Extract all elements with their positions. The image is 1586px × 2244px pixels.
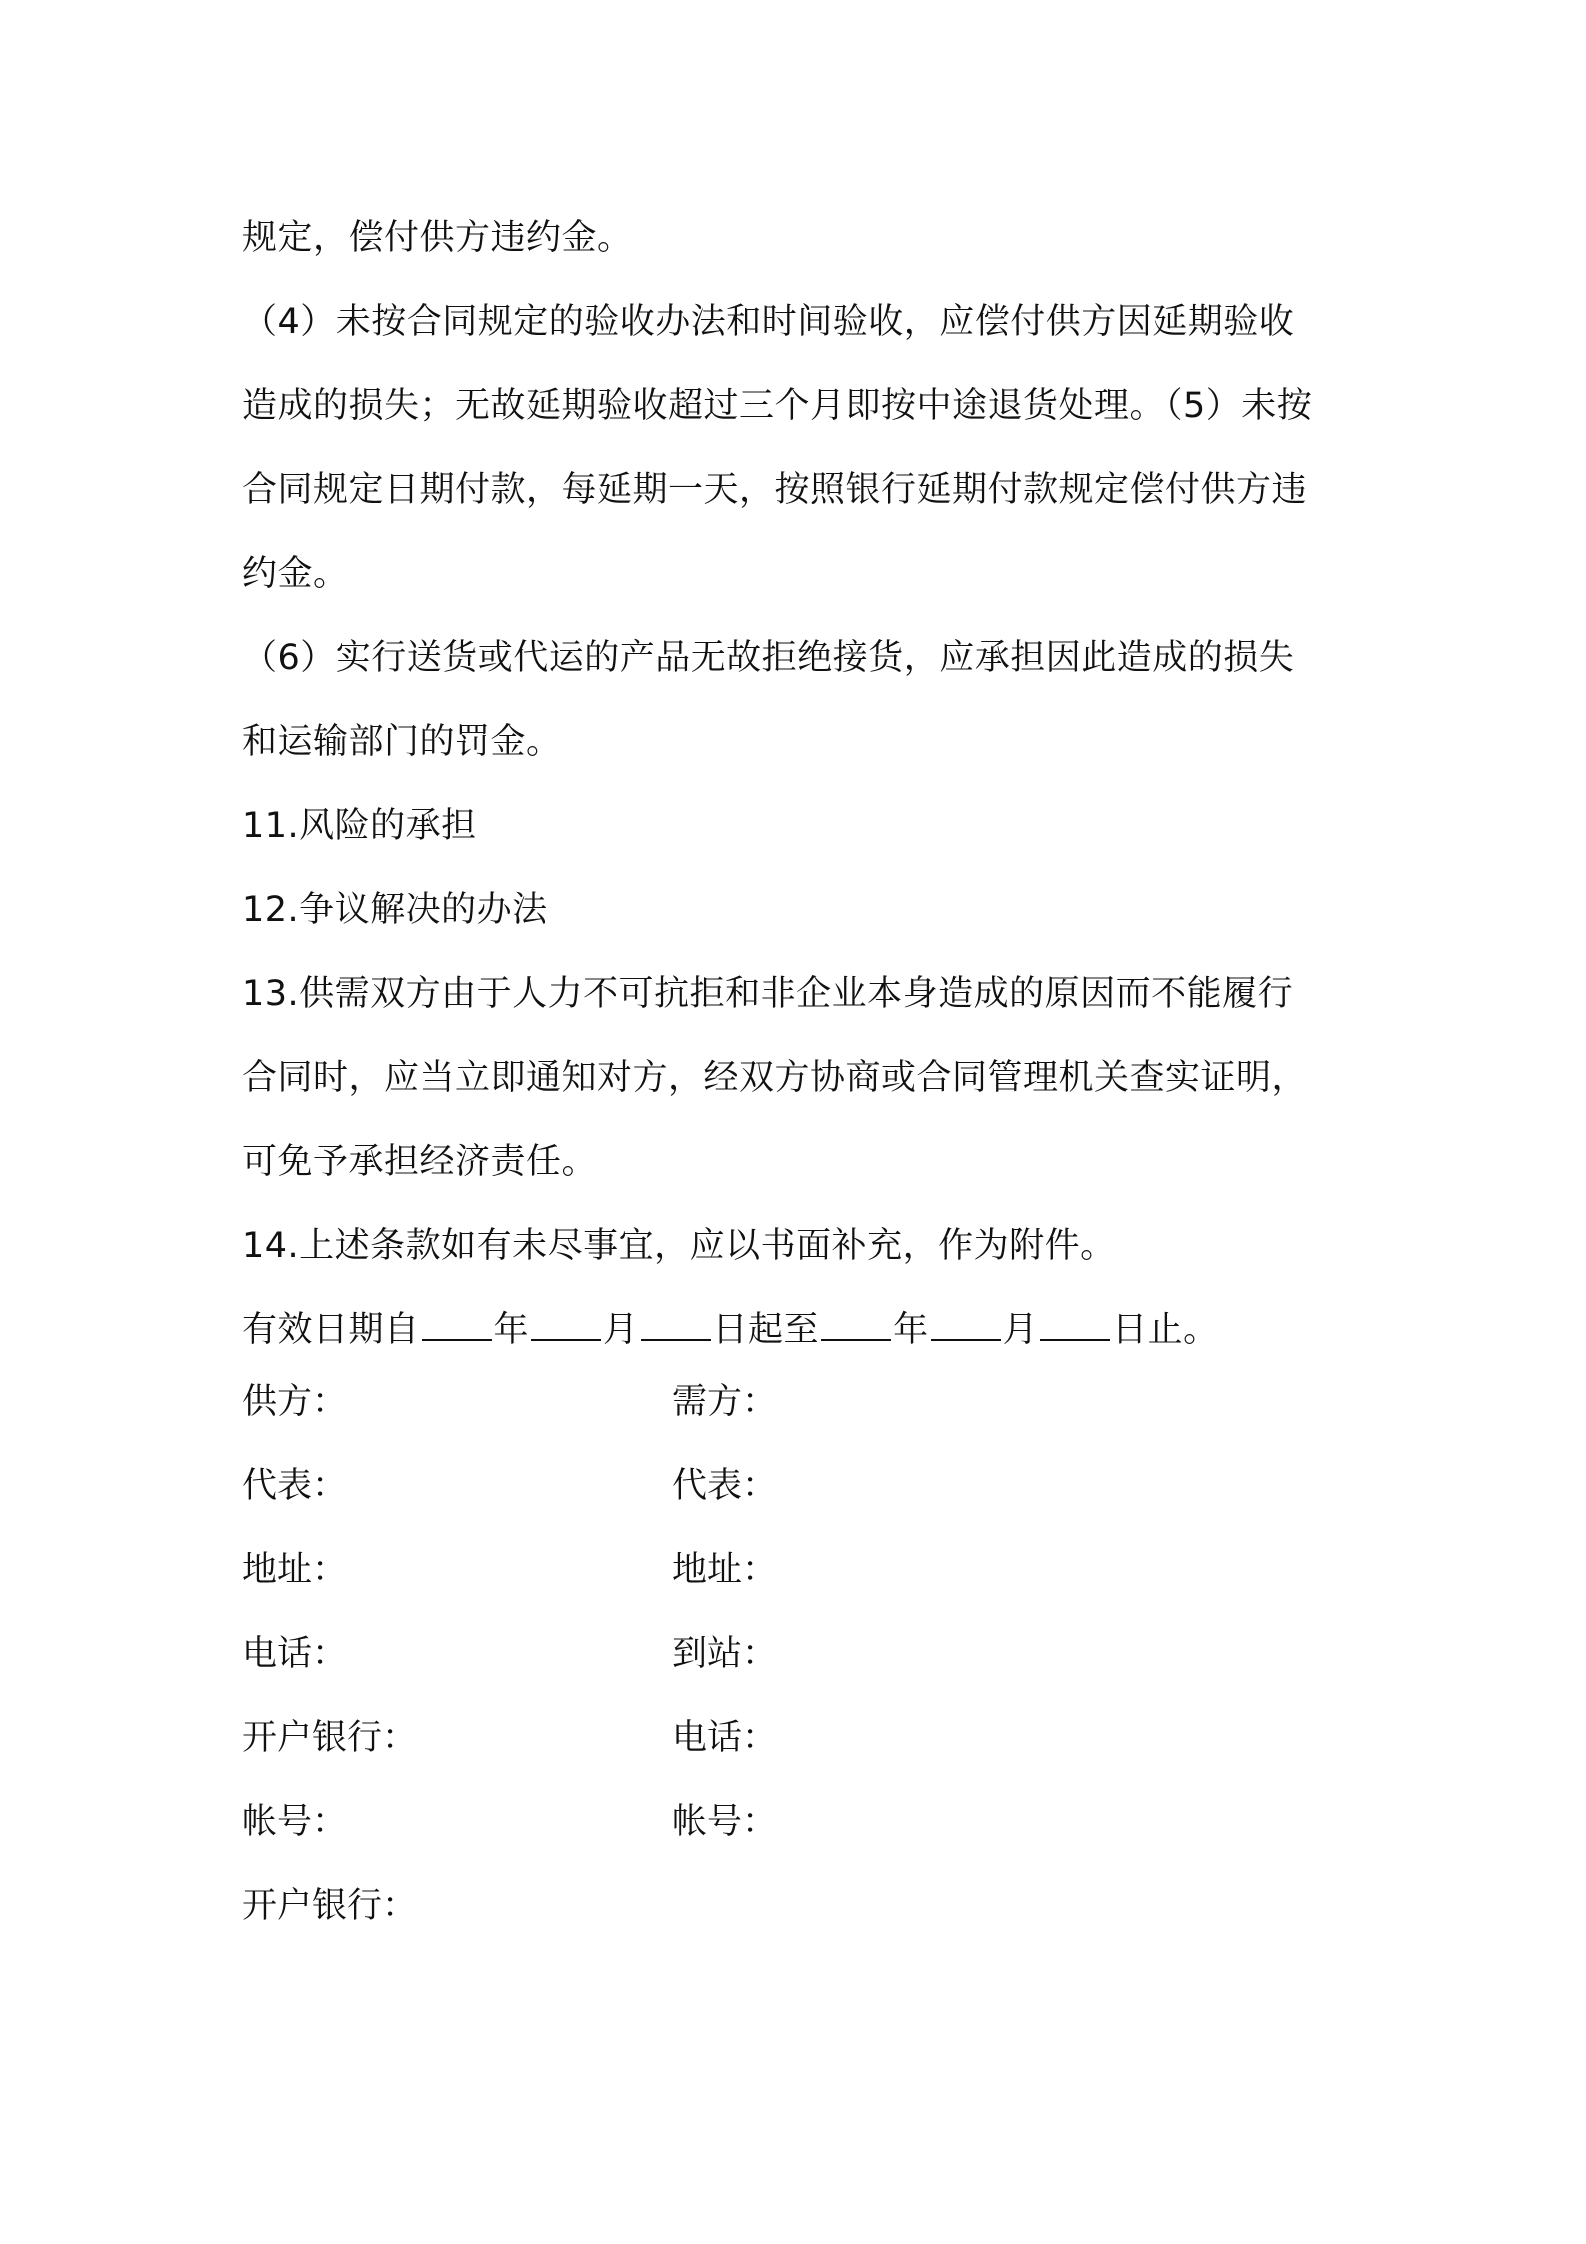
buyer-bank-label: 开户银行： <box>242 1886 418 1926</box>
paragraph-line: 13.供需双方由于人力不可抗拒和非企业本身造成的原因而不能履行 <box>242 974 1294 1014</box>
supplier-label: 供方： <box>242 1382 348 1422</box>
supplier-phone-label: 电话： <box>242 1634 348 1674</box>
blank-day-start[interactable] <box>641 1309 711 1341</box>
paragraph-line: （4）未按合同规定的验收办法和时间验收，应偿付供方因延期验收 <box>242 302 1295 342</box>
buyer-representative-label: 代表： <box>672 1466 778 1506</box>
validity-year-end: 年 <box>893 1310 929 1350</box>
section-heading-12: 12.争议解决的办法 <box>242 890 548 930</box>
buyer-station-label: 到站： <box>672 1634 778 1674</box>
blank-year-start[interactable] <box>422 1309 492 1341</box>
section-heading-11: 11.风险的承担 <box>242 806 477 846</box>
signature-row <box>242 1780 1362 1864</box>
paragraph-line: （6）实行送货或代运的产品无故拒绝接货，应承担因此造成的损失 <box>242 638 1295 678</box>
buyer-label: 需方： <box>672 1382 778 1422</box>
validity-day-start: 日起至 <box>712 1310 820 1350</box>
paragraph-line: 合同规定日期付款，每延期一天，按照银行延期付款规定偿付供方违 <box>242 470 1308 510</box>
validity-prefix: 有效日期自 <box>242 1310 420 1350</box>
paragraph-line: 和运输部门的罚金。 <box>242 722 562 762</box>
contract-body <box>242 196 1362 1372</box>
paragraph-line: 合同时，应当立即通知对方，经双方协商或合同管理机关查实证明， <box>242 1058 1308 1098</box>
signature-row <box>242 1864 1362 1948</box>
blank-day-end[interactable] <box>1040 1309 1110 1341</box>
buyer-phone-label: 电话： <box>672 1718 778 1758</box>
paragraph-line: 规定，偿付供方违约金。 <box>242 218 633 258</box>
signature-section <box>242 1360 1362 1948</box>
blank-month-start[interactable] <box>531 1309 601 1341</box>
validity-month-start: 月 <box>603 1310 639 1350</box>
buyer-account-label: 帐号： <box>672 1802 778 1842</box>
signature-row <box>242 1360 1362 1444</box>
buyer-address-label: 地址： <box>672 1550 778 1590</box>
supplier-bank-label: 开户银行： <box>242 1718 418 1758</box>
blank-month-end[interactable] <box>931 1309 1001 1341</box>
signature-row <box>242 1696 1362 1780</box>
empty-cell <box>672 1864 1272 1948</box>
paragraph-line: 造成的损失；无故延期验收超过三个月即按中途退货处理。（5）未按 <box>242 386 1313 426</box>
validity-month-end: 月 <box>1002 1310 1039 1350</box>
paragraph-line: 14.上述条款如有未尽事宜，应以书面补充，作为附件。 <box>242 1226 1116 1266</box>
signature-row <box>242 1528 1362 1612</box>
paragraph-line: 约金。 <box>242 554 349 594</box>
signature-row <box>242 1612 1362 1696</box>
supplier-account-label: 帐号： <box>242 1802 348 1842</box>
validity-day-end: 日止。 <box>1112 1310 1219 1350</box>
supplier-address-label: 地址： <box>242 1550 348 1590</box>
supplier-representative-label: 代表： <box>242 1466 348 1506</box>
signature-row <box>242 1444 1362 1528</box>
paragraph-line: 可免予承担经济责任。 <box>242 1142 598 1182</box>
blank-year-end[interactable] <box>821 1309 891 1341</box>
validity-year-start: 年 <box>493 1310 530 1350</box>
